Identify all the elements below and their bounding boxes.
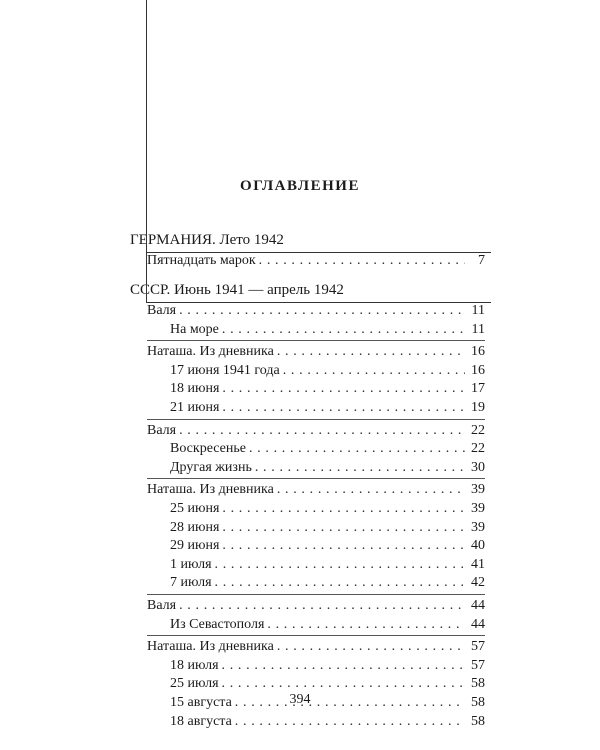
toc-entry-page: 44 — [471, 598, 485, 613]
toc-entry-page: 11 — [471, 321, 485, 337]
toc-chapter-entry — [147, 637, 485, 657]
toc-subentry — [170, 379, 485, 399]
dot-leader — [259, 251, 465, 271]
toc-entry-label: Из Севастополя — [170, 616, 265, 632]
toc-entry-page: 44 — [471, 616, 485, 632]
toc-entry-label: Валя — [147, 598, 177, 613]
toc-entry-label: 17 июня 1941 года — [170, 362, 280, 378]
toc-entry-page: 57 — [471, 639, 485, 655]
toc-entry-label: Валя — [147, 303, 177, 318]
toc-entry-label: 18 июня — [170, 381, 220, 397]
toc-entry-label: Пятнадцать марок — [147, 253, 256, 268]
toc-entry-label: 18 августа — [170, 713, 232, 729]
toc-entry-label: 29 июня — [170, 538, 220, 554]
toc-entry-label: 28 июня — [170, 519, 220, 535]
toc-subentry — [170, 320, 485, 340]
toc-entry-label: 25 июня — [170, 501, 220, 516]
toc-group-separator — [147, 635, 485, 636]
toc-group-separator — [147, 478, 485, 479]
dot-leader — [277, 480, 465, 500]
toc-chapter-entry — [147, 301, 485, 321]
toc-entry-page: 40 — [471, 538, 485, 554]
dot-leader — [249, 439, 465, 459]
toc-entry-page: 58 — [471, 695, 485, 710]
dot-leader — [222, 499, 465, 519]
toc-entry-label: Наташа. Из дневника — [147, 482, 274, 498]
toc-entry-page: 16 — [471, 344, 485, 360]
toc-entry-page: 7 — [478, 253, 485, 268]
toc-entry-page: 58 — [471, 676, 485, 692]
toc-subentry — [170, 361, 485, 381]
dot-leader — [267, 615, 465, 635]
toc-subentry — [170, 458, 485, 478]
toc-entry-page: 17 — [471, 381, 485, 397]
dot-leader — [222, 398, 465, 418]
dot-leader — [255, 458, 465, 478]
dot-leader — [222, 320, 465, 340]
toc-entry-label: 1 июля — [170, 556, 212, 572]
toc-chapter-entry — [147, 421, 485, 441]
toc-entry-page: 11 — [471, 303, 485, 318]
toc-entry-page: 19 — [471, 400, 485, 415]
toc-subentry — [170, 499, 485, 519]
toc-entry-page: 42 — [471, 575, 485, 591]
toc-subentry — [170, 518, 485, 538]
toc-entry-label: 21 июня — [170, 400, 220, 415]
dot-leader — [179, 596, 465, 616]
toc-entry-page: 30 — [471, 459, 485, 475]
toc-subentry — [170, 656, 485, 676]
toc-chapter-entry — [147, 480, 485, 500]
toc-entry-page: 41 — [471, 556, 485, 572]
toc-subentry — [170, 439, 485, 459]
toc-entry-label: 25 июля — [170, 676, 219, 692]
toc-group-separator — [147, 419, 485, 420]
dot-leader — [179, 301, 465, 321]
dot-leader — [222, 536, 465, 556]
toc-entry-label: 18 июля — [170, 657, 219, 673]
toc-subentry — [170, 536, 485, 556]
toc-subentry — [170, 615, 485, 635]
dot-leader — [235, 712, 465, 732]
toc-entry-label: На море — [170, 321, 219, 337]
toc-entry-label: Другая жизнь — [170, 459, 252, 475]
toc-entry-page: 39 — [471, 501, 485, 516]
dot-leader — [215, 573, 465, 593]
dot-leader — [222, 518, 465, 538]
toc-subentry — [170, 573, 485, 593]
dot-leader — [283, 361, 465, 381]
toc-entry-label: 15 августа — [170, 695, 232, 710]
toc-chapter-entry — [147, 251, 485, 271]
page-title: ОГЛАВЛЕНИЕ — [240, 178, 360, 194]
toc-entry-page: 39 — [471, 519, 485, 535]
toc-entry-label: Наташа. Из дневника — [147, 344, 274, 360]
dot-leader — [222, 379, 465, 399]
toc-entry-label: Наташа. Из дневника — [147, 639, 274, 655]
dot-leader — [215, 555, 465, 575]
toc-subentry — [170, 555, 485, 575]
toc-chapter-entry — [147, 596, 485, 616]
toc-entry-page: 22 — [471, 422, 485, 438]
toc-part-title: СССР. Июнь 1941 — апрель 1942 — [130, 280, 490, 300]
toc-chapter-entry — [147, 342, 485, 362]
toc-subentry — [170, 398, 485, 418]
toc-entry-page: 22 — [471, 441, 485, 457]
dot-leader — [222, 656, 465, 676]
toc-entry-page: 57 — [471, 657, 485, 673]
toc-group-separator — [147, 340, 485, 341]
toc-part-title: ГЕРМАНИЯ. Лето 1942 — [130, 230, 490, 250]
toc-entry-label: Воскресенье — [170, 441, 246, 457]
toc-entry-page: 16 — [471, 362, 485, 378]
toc-group-separator — [147, 594, 485, 595]
dot-leader — [277, 342, 465, 362]
toc-entry-page: 58 — [471, 713, 485, 729]
dot-leader — [277, 637, 465, 657]
toc-entry-label: Валя — [147, 422, 177, 438]
toc-entry-label: 7 июля — [170, 575, 212, 591]
toc-subentry — [170, 712, 485, 732]
dot-leader — [179, 421, 465, 441]
toc-entry-page: 39 — [471, 482, 485, 498]
page-number: 394 — [289, 692, 311, 707]
